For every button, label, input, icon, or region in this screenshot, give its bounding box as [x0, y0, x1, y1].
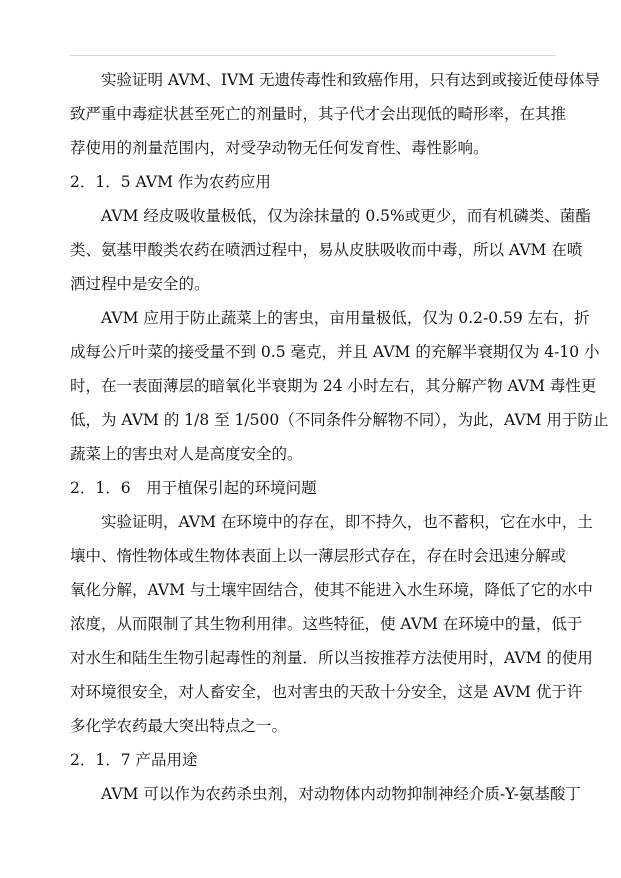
paragraph-line: 时，在一表面薄层的暗氧化半衰期为 24 小时左右，其分解产物 AVM 毒性更	[70, 377, 597, 395]
paragraph-line: 实验证明 AVM、IVM 无遗传毒性和致癌作用，只有达到或接近使母体导	[101, 71, 601, 89]
paragraph-line: 低，为 AVM 的 1/8 至 1/500（不同条件分解物不同），为此，AVM 用于防止	[70, 411, 609, 429]
paragraph-line: 对水生和陆生生物引起毒性的剂量．所以当按推荐方法使用时，AVM 的使用	[70, 649, 593, 667]
paragraph-line: 洒过程中是安全的。	[70, 275, 210, 293]
section-heading-2-1-6: 2．1．6 用于植保引起的环境问题	[70, 479, 317, 497]
section-heading-2-1-7: 2．1．7 产品用途	[70, 751, 198, 769]
paragraph-line: 浓度，从而限制了其生物利用律。这些特征，使 AVM 在环境中的量，低于	[70, 615, 583, 633]
paragraph-line: AVM 应用于防止蔬菜上的害虫，亩用量极低，仅为 0.2-0.59 左右，折	[101, 309, 590, 327]
paragraph-line: 荐使用的剂量范围内，对受孕动物无任何发育性、毒性影响。	[70, 139, 489, 157]
paragraph-line: 成每公斤叶菜的接受量不到 0.5 毫克，并且 AVM 的充解半衰期仅为 4-10 小	[70, 343, 600, 361]
paragraph-line: AVM 经皮吸收量极低，仅为涂抹量的 0.5%或更少，而有机磷类、菌酯	[101, 207, 591, 225]
paragraph-line: 多化学农药最大突出特点之一。	[70, 717, 288, 735]
paragraph-line: 致严重中毒症状甚至死亡的剂量时，其子代才会出现低的畸形率，在其推	[70, 105, 567, 123]
paragraph-line: 壤中、惰性物体或生物体表面上以一薄层形式存在，存在时会迅速分解或	[70, 547, 567, 565]
paragraph-line: AVM 可以作为农药杀虫剂，对动物体内动物抑制神经介质-Y-氨基酸丁	[101, 785, 581, 803]
paragraph-line: 蔬菜上的害虫对人是高度安全的。	[70, 445, 303, 463]
paragraph-line: 对环境很安全，对人畜安全，也对害虫的天敌十分安全，这是 AVM 优于许	[70, 683, 583, 701]
section-heading-2-1-5: 2．1．5 AVM 作为农药应用	[70, 173, 271, 191]
paragraph-line: 实验证明，AVM 在环境中的存在，即不持久，也不蓄积，它在水中，土	[101, 513, 593, 531]
document-body	[70, 63, 609, 811]
paragraph-line: 氧化分解，AVM 与土壤牢固结合，使其不能进入水生环境，降低了它的水中	[70, 581, 593, 599]
header-rule	[70, 55, 556, 56]
paragraph-line: 类、氨基甲酸类农药在喷洒过程中，易从皮肤吸收而中毒，所以 AVM 在喷	[70, 241, 583, 259]
